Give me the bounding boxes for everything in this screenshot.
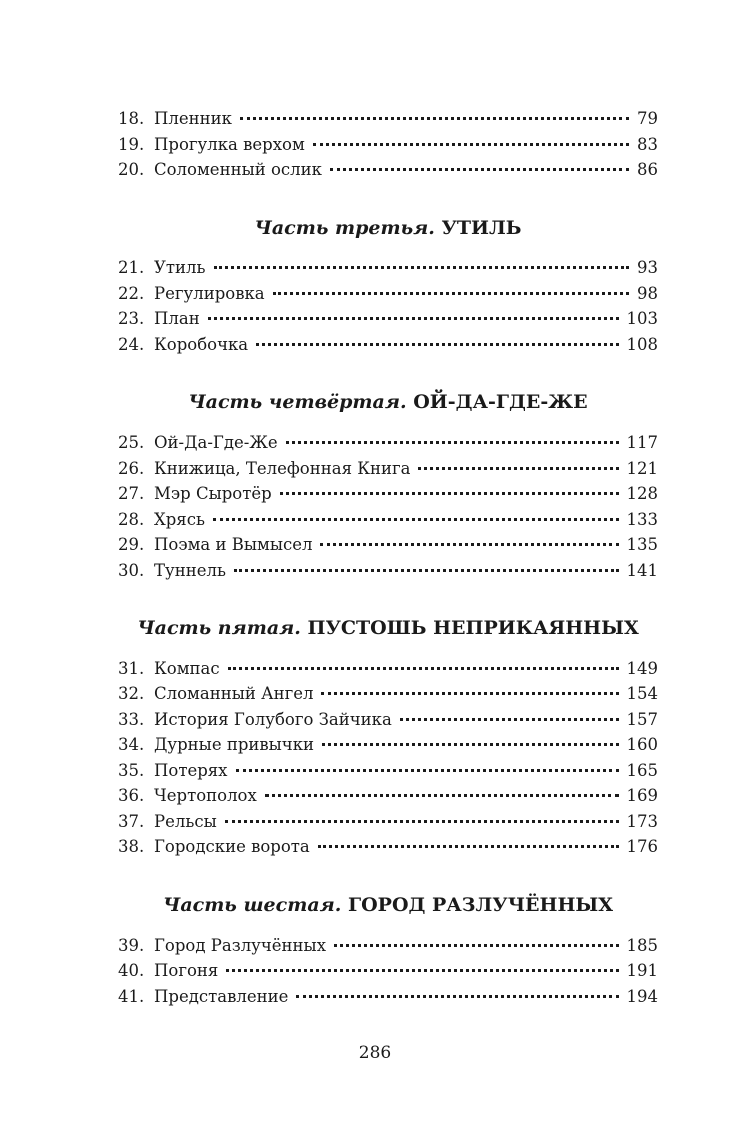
part-label: Часть пятая. <box>137 617 301 640</box>
toc-entry <box>118 933 658 959</box>
dot-leader <box>320 543 618 546</box>
toc-entry <box>118 783 658 809</box>
chapter-page: 121 <box>626 458 658 478</box>
toc-entry <box>118 558 658 584</box>
dot-leader <box>273 292 629 295</box>
toc-entry <box>118 809 658 835</box>
chapter-page: 149 <box>626 658 658 678</box>
toc-entry <box>118 481 658 507</box>
chapter-title: Компас <box>154 658 220 678</box>
chapter-title: Мэр Сыротёр <box>154 484 272 504</box>
part-heading <box>118 217 658 240</box>
toc-entry <box>118 430 658 456</box>
chapter-page: 83 <box>637 134 658 154</box>
chapter-title: Дурные привычки <box>154 735 315 755</box>
toc-section <box>118 391 658 583</box>
dot-leader <box>418 467 618 470</box>
chapter-title: Рельсы <box>154 811 217 831</box>
chapter-page: 176 <box>626 837 658 857</box>
chapter-page: 160 <box>626 735 658 755</box>
chapter-number: 23. <box>118 309 145 329</box>
dot-leader <box>313 143 629 146</box>
dot-leader <box>225 820 619 823</box>
toc-entry <box>118 507 658 533</box>
toc-entry <box>118 681 658 707</box>
chapter-title: Регулировка <box>154 283 265 303</box>
dot-leader <box>214 266 629 269</box>
chapter-number: 39. <box>118 935 145 955</box>
toc-entry <box>118 656 658 682</box>
chapter-title: Ой-Да-Где-Же <box>154 433 278 453</box>
chapter-number: 40. <box>118 961 145 981</box>
chapter-number: 29. <box>118 535 145 555</box>
toc-entry <box>118 255 658 281</box>
toc-section <box>118 617 658 860</box>
dot-leader <box>226 969 618 972</box>
chapter-page: 173 <box>626 811 658 831</box>
chapter-title: Соломенный ослик <box>154 160 322 179</box>
part-title: ГОРОД РАЗЛУЧЁННЫХ <box>348 893 614 916</box>
chapter-number: 22. <box>118 283 145 303</box>
page-number: 286 <box>358 1043 392 1063</box>
chapter-number: 34. <box>118 735 145 755</box>
toc-entry <box>118 732 658 758</box>
chapter-page: 133 <box>626 509 658 529</box>
chapter-number: 41. <box>118 986 145 1006</box>
chapter-number: 25. <box>118 433 145 453</box>
chapter-page: 154 <box>626 684 658 704</box>
part-title: ОЙ-ДА-ГДЕ-ЖЕ <box>413 391 588 414</box>
dot-leader <box>234 569 619 572</box>
dot-leader <box>208 317 619 320</box>
dot-leader <box>236 769 619 772</box>
chapter-title: История Голубого Зайчика <box>154 709 392 729</box>
chapter-number: 31. <box>118 658 145 678</box>
table-of-contents <box>118 106 658 1009</box>
dot-leader <box>213 518 619 521</box>
chapter-number: 27. <box>118 484 145 504</box>
part-label: Часть шестая. <box>162 893 342 916</box>
chapter-number: 38. <box>118 837 145 857</box>
chapter-page: 135 <box>626 535 658 555</box>
chapter-number: 19. <box>118 134 145 154</box>
toc-section <box>118 106 658 183</box>
toc-entry <box>118 332 658 358</box>
chapter-number: 26. <box>118 458 145 478</box>
chapter-page: 194 <box>626 986 658 1006</box>
dot-leader <box>265 794 619 797</box>
chapter-number: 28. <box>118 509 145 529</box>
toc-entry <box>118 834 658 860</box>
chapter-number: 36. <box>118 786 145 806</box>
dot-leader <box>400 718 619 721</box>
chapter-page: 117 <box>626 433 658 453</box>
chapter-page: 165 <box>626 760 658 780</box>
chapter-page: 86 <box>637 160 658 179</box>
chapter-page: 191 <box>626 961 658 981</box>
dot-leader <box>240 117 629 120</box>
chapter-title: Погоня <box>154 961 219 981</box>
chapter-title: Утиль <box>154 258 206 278</box>
chapter-title: Потерях <box>154 760 228 780</box>
dot-leader <box>280 492 619 495</box>
chapter-title: Туннель <box>154 560 226 580</box>
chapter-number: 37. <box>118 811 145 831</box>
dot-leader <box>322 743 618 746</box>
chapter-number: 21. <box>118 258 145 278</box>
part-title: УТИЛЬ <box>441 216 522 239</box>
part-heading <box>118 391 658 414</box>
chapter-title: Пленник <box>154 109 232 128</box>
toc-entry <box>118 758 658 784</box>
chapter-page: 79 <box>637 109 658 128</box>
chapter-title: Хрясь <box>154 509 205 529</box>
toc-entry <box>118 456 658 482</box>
toc-section <box>118 217 658 358</box>
chapter-title: План <box>154 309 200 329</box>
dot-leader <box>286 441 619 444</box>
chapter-page: 169 <box>626 786 658 806</box>
dot-leader <box>318 845 619 848</box>
chapter-number: 35. <box>118 760 145 780</box>
toc-entry <box>118 707 658 733</box>
chapter-title: Город Разлучённых <box>154 935 326 955</box>
dot-leader <box>330 168 629 171</box>
chapter-number: 32. <box>118 684 145 704</box>
part-label: Часть третья. <box>254 216 435 239</box>
dot-leader <box>334 944 619 947</box>
chapter-title: Поэма и Вымысел <box>154 535 313 555</box>
toc-entry <box>118 984 658 1010</box>
toc-entry <box>118 106 658 132</box>
toc-entry <box>118 157 658 183</box>
chapter-title: Коробочка <box>154 334 249 354</box>
dot-leader <box>296 995 618 998</box>
chapter-number: 24. <box>118 334 145 354</box>
chapter-title: Прогулка верхом <box>154 134 305 154</box>
chapter-page: 108 <box>626 334 658 354</box>
chapter-page: 98 <box>637 283 658 303</box>
chapter-page: 128 <box>626 484 658 504</box>
chapter-title: Городские ворота <box>154 837 310 857</box>
toc-entry <box>118 958 658 984</box>
toc-entry <box>118 532 658 558</box>
toc-section <box>118 894 658 1009</box>
chapter-title: Чертополох <box>154 786 257 806</box>
part-title: ПУСТОШЬ НЕПРИКАЯННЫХ <box>307 617 639 640</box>
toc-entry <box>118 132 658 158</box>
part-heading <box>118 894 658 917</box>
chapter-page: 141 <box>626 560 658 580</box>
chapter-title: Сломанный Ангел <box>154 684 314 704</box>
toc-entry <box>118 306 658 332</box>
chapter-number: 33. <box>118 709 145 729</box>
dot-leader <box>228 667 619 670</box>
chapter-page: 93 <box>637 258 658 278</box>
chapter-page: 185 <box>626 935 658 955</box>
chapter-title: Представление <box>154 986 289 1006</box>
toc-entry <box>118 281 658 307</box>
chapter-title: Книжица, Телефонная Книга <box>154 458 411 478</box>
part-label: Часть четвёртая. <box>188 391 407 414</box>
chapter-number: 30. <box>118 560 145 580</box>
chapter-page: 157 <box>626 709 658 729</box>
part-heading <box>118 617 658 640</box>
chapter-page: 103 <box>626 309 658 329</box>
chapter-number: 20. <box>118 160 145 179</box>
dot-leader <box>321 692 618 695</box>
chapter-number: 18. <box>118 109 145 128</box>
dot-leader <box>256 343 618 346</box>
